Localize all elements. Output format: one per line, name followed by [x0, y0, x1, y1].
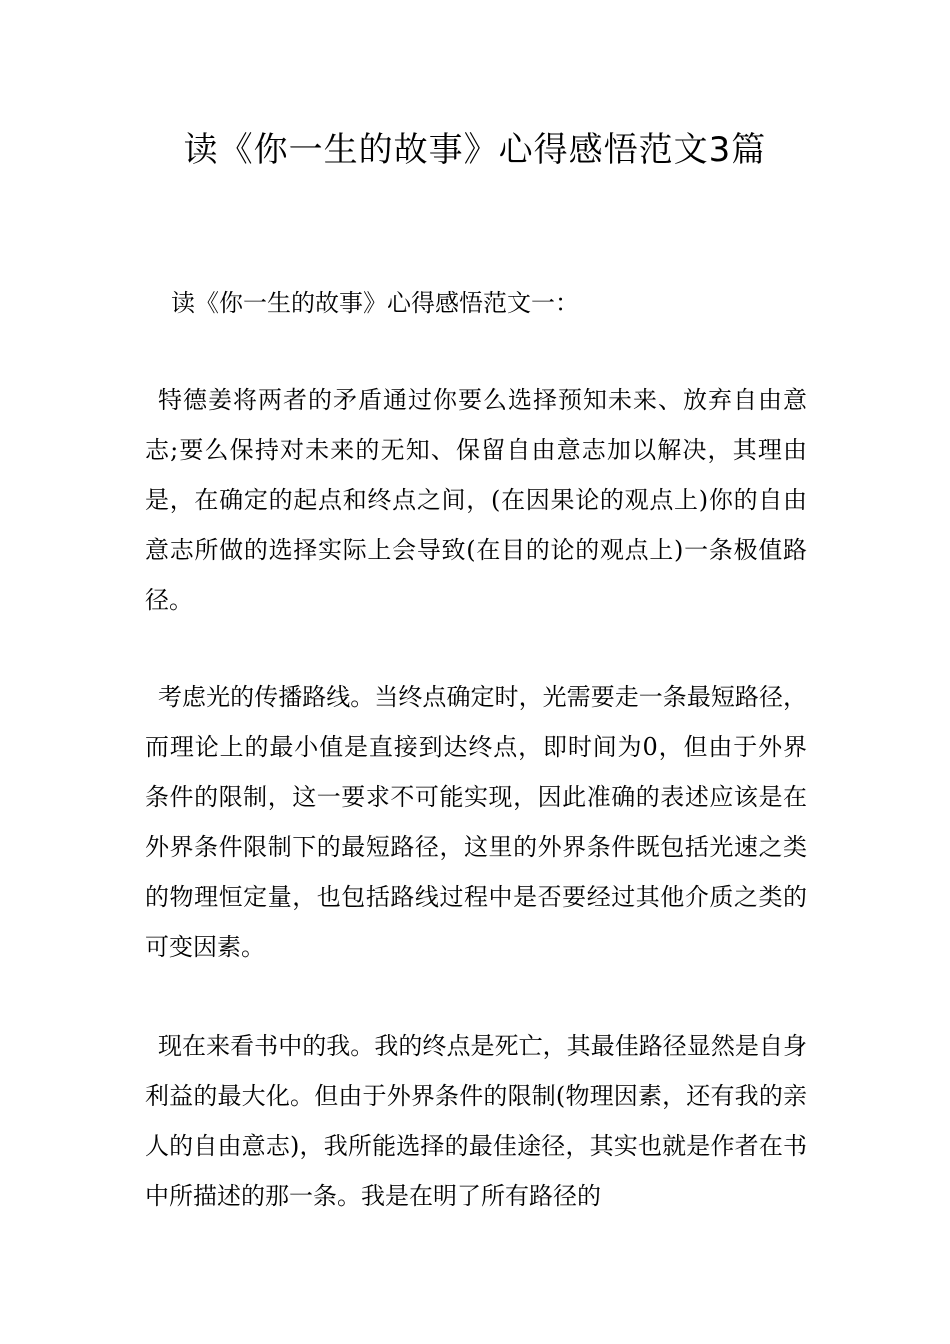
paragraph-1: 特德姜将两者的矛盾通过你要么选择预知未来、放弃自由意志;要么保持对未来的无知、保留自由意志加以解决，其理由是，在确定的起点和终点之间，(在因果论的观点上)你的自由意志所做的选择实际上会导致(在目的论的观点上)一条极值路径。: [145, 386, 807, 614]
document-title: 读《你一生的故事》心得感悟范文3篇: [183, 130, 767, 170]
paragraph-3: 现在来看书中的我。我的终点是死亡，其最佳路径显然是自身利益的最大化。但由于外界条件的限制(物理因素，还有我的亲人的自由意志)，我所能选择的最佳途径，其实也就是作者在书中所描述的那一条。我是在明了所有路径的: [145, 1032, 807, 1210]
paragraph-2: 考虑光的传播路线。当终点确定时，光需要走一条最短路径，而理论上的最小值是直接到达终点，即时间为0，但由于外界条件的限制，这一要求不可能实现，因此准确的表述应该是在外界条件限制下的最短路径，这里的外界条件既包括光速之类的物理恒定量，也包括路线过程中是否要经过其他介质之类的可变因素。: [145, 683, 807, 961]
section-heading: 读《你一生的故事》心得感悟范文一：: [171, 289, 579, 317]
